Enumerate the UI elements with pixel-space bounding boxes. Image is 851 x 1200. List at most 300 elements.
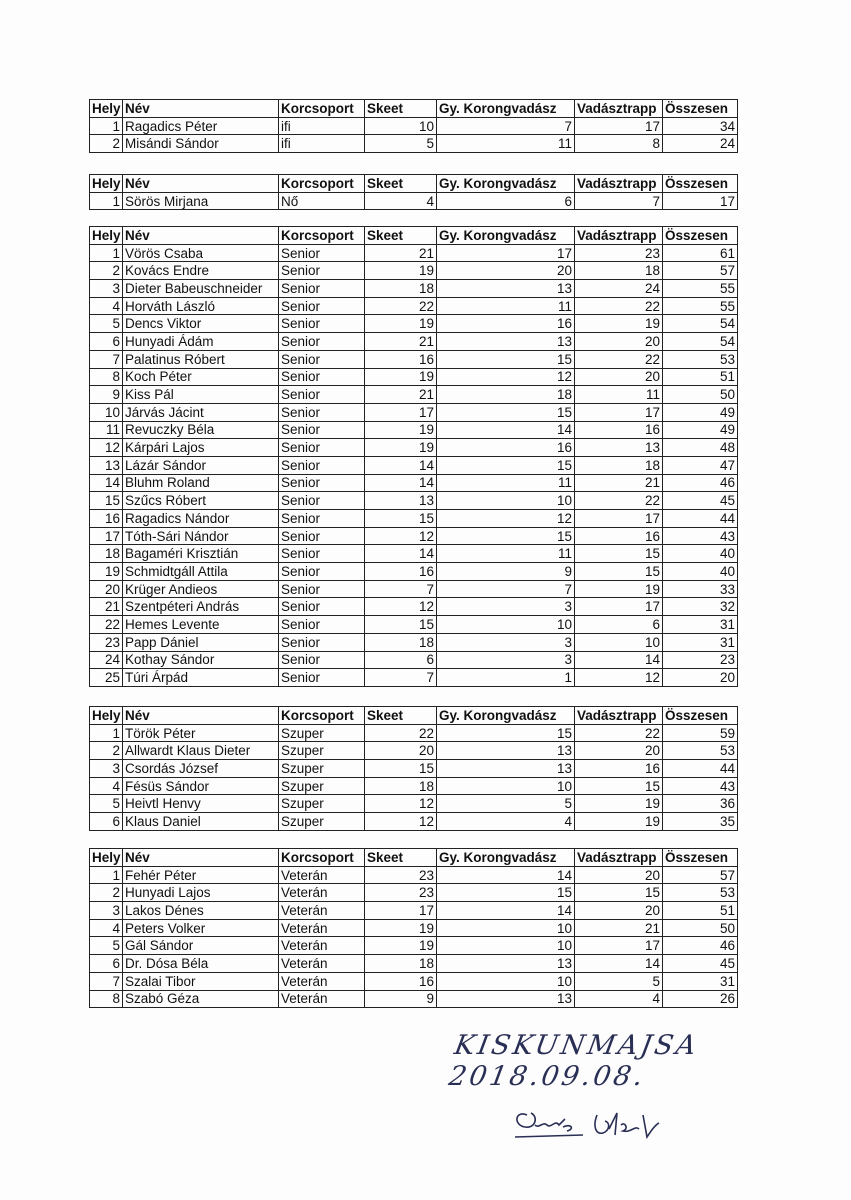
cell-korcsoport: Senior <box>279 669 365 687</box>
table-row <box>90 368 738 386</box>
cell-nev: Hunyadi Ádám <box>123 333 279 351</box>
cell-korcsoport: ifi <box>279 117 365 135</box>
cell-hely: 14 <box>90 474 123 492</box>
cell-nev: Bluhm Roland <box>123 474 279 492</box>
cell-nev: Lakos Dénes <box>123 902 279 920</box>
cell-nev: Dr. Dósa Béla <box>123 955 279 973</box>
table-row <box>90 760 738 778</box>
cell-skeet: 12 <box>365 795 437 813</box>
header-vadasztrapp: Vadásztrapp <box>575 849 663 867</box>
table-row <box>90 439 738 457</box>
cell-vadasztrapp: 22 <box>575 724 663 742</box>
header-nev: Név <box>123 100 279 118</box>
cell-hely: 16 <box>90 510 123 528</box>
cell-nev: Csordás József <box>123 760 279 778</box>
cell-korcsoport: Senior <box>279 368 365 386</box>
cell-nev: Schmidtgáll Attila <box>123 563 279 581</box>
cell-hely: 4 <box>90 297 123 315</box>
cell-vadasztrapp: 17 <box>575 117 663 135</box>
table-row <box>90 333 738 351</box>
cell-gy-korongvadasz: 15 <box>437 527 575 545</box>
header-osszesen: Összesen <box>663 175 738 193</box>
cell-vadasztrapp: 16 <box>575 421 663 439</box>
cell-korcsoport: Szuper <box>279 777 365 795</box>
cell-korcsoport: Senior <box>279 527 365 545</box>
cell-vadasztrapp: 18 <box>575 262 663 280</box>
table-row <box>90 421 738 439</box>
cell-osszesen: 53 <box>663 350 738 368</box>
cell-korcsoport: Senior <box>279 244 365 262</box>
results-table-veteran-block <box>89 848 738 1008</box>
table-row <box>90 813 738 831</box>
cell-nev: Fehér Péter <box>123 866 279 884</box>
cell-skeet: 20 <box>365 742 437 760</box>
cell-hely: 15 <box>90 492 123 510</box>
cell-korcsoport: Veterán <box>279 919 365 937</box>
cell-hely: 6 <box>90 955 123 973</box>
cell-korcsoport: Senior <box>279 350 365 368</box>
cell-osszesen: 54 <box>663 315 738 333</box>
cell-skeet: 12 <box>365 598 437 616</box>
table-row <box>90 527 738 545</box>
cell-hely: 1 <box>90 866 123 884</box>
table-row <box>90 510 738 528</box>
cell-skeet: 10 <box>365 117 437 135</box>
table-row <box>90 724 738 742</box>
cell-korcsoport: Senior <box>279 563 365 581</box>
header-korcsoport: Korcsoport <box>279 707 365 725</box>
cell-vadasztrapp: 15 <box>575 884 663 902</box>
table-row <box>90 135 738 153</box>
cell-nev: Palatinus Róbert <box>123 350 279 368</box>
header-skeet: Skeet <box>365 100 437 118</box>
cell-hely: 8 <box>90 368 123 386</box>
cell-gy-korongvadasz: 12 <box>437 510 575 528</box>
cell-osszesen: 45 <box>663 955 738 973</box>
cell-hely: 11 <box>90 421 123 439</box>
cell-gy-korongvadasz: 15 <box>437 884 575 902</box>
cell-hely: 18 <box>90 545 123 563</box>
cell-skeet: 22 <box>365 724 437 742</box>
cell-korcsoport: Veterán <box>279 972 365 990</box>
cell-gy-korongvadasz: 16 <box>437 439 575 457</box>
cell-gy-korongvadasz: 7 <box>437 117 575 135</box>
cell-korcsoport: Szuper <box>279 742 365 760</box>
header-skeet: Skeet <box>365 227 437 245</box>
cell-korcsoport: Senior <box>279 545 365 563</box>
cell-osszesen: 35 <box>663 813 738 831</box>
cell-gy-korongvadasz: 9 <box>437 563 575 581</box>
cell-skeet: 21 <box>365 244 437 262</box>
cell-osszesen: 55 <box>663 297 738 315</box>
table-row <box>90 884 738 902</box>
cell-nev: Szűcs Róbert <box>123 492 279 510</box>
cell-osszesen: 20 <box>663 669 738 687</box>
cell-gy-korongvadasz: 17 <box>437 244 575 262</box>
cell-gy-korongvadasz: 13 <box>437 955 575 973</box>
cell-osszesen: 48 <box>663 439 738 457</box>
cell-nev: Krüger Andieos <box>123 580 279 598</box>
cell-hely: 1 <box>90 117 123 135</box>
cell-skeet: 19 <box>365 439 437 457</box>
cell-vadasztrapp: 14 <box>575 955 663 973</box>
table-row <box>90 117 738 135</box>
cell-hely: 3 <box>90 902 123 920</box>
cell-skeet: 13 <box>365 492 437 510</box>
cell-korcsoport: Senior <box>279 474 365 492</box>
cell-osszesen: 57 <box>663 866 738 884</box>
cell-skeet: 15 <box>365 760 437 778</box>
cell-korcsoport: Senior <box>279 297 365 315</box>
cell-vadasztrapp: 24 <box>575 280 663 298</box>
cell-osszesen: 43 <box>663 527 738 545</box>
cell-gy-korongvadasz: 15 <box>437 724 575 742</box>
results-table-veteran <box>89 848 738 1008</box>
cell-skeet: 21 <box>365 386 437 404</box>
cell-gy-korongvadasz: 11 <box>437 545 575 563</box>
cell-skeet: 4 <box>365 192 437 210</box>
cell-vadasztrapp: 20 <box>575 333 663 351</box>
cell-skeet: 23 <box>365 884 437 902</box>
cell-korcsoport: Senior <box>279 439 365 457</box>
cell-hely: 9 <box>90 386 123 404</box>
cell-vadasztrapp: 20 <box>575 902 663 920</box>
cell-korcsoport: Senior <box>279 616 365 634</box>
cell-nev: Lázár Sándor <box>123 456 279 474</box>
table-row <box>90 742 738 760</box>
results-table-ifi <box>89 99 738 153</box>
cell-skeet: 17 <box>365 403 437 421</box>
header-vadasztrapp: Vadásztrapp <box>575 100 663 118</box>
cell-osszesen: 32 <box>663 598 738 616</box>
table-row <box>90 192 738 210</box>
cell-nev: Allwardt Klaus Dieter <box>123 742 279 760</box>
cell-nev: Kiss Pál <box>123 386 279 404</box>
cell-osszesen: 49 <box>663 421 738 439</box>
cell-osszesen: 53 <box>663 742 738 760</box>
cell-gy-korongvadasz: 10 <box>437 972 575 990</box>
place-date-handwritten: KISKUNMAJSA 2018.09.08. <box>446 1030 702 1092</box>
cell-korcsoport: Veterán <box>279 990 365 1008</box>
cell-nev: Klaus Daniel <box>123 813 279 831</box>
cell-nev: Túri Árpád <box>123 669 279 687</box>
table-row <box>90 492 738 510</box>
cell-gy-korongvadasz: 3 <box>437 633 575 651</box>
cell-gy-korongvadasz: 14 <box>437 902 575 920</box>
cell-gy-korongvadasz: 11 <box>437 474 575 492</box>
cell-nev: Tóth-Sári Nándor <box>123 527 279 545</box>
table-row <box>90 866 738 884</box>
cell-skeet: 16 <box>365 350 437 368</box>
cell-skeet: 14 <box>365 456 437 474</box>
cell-hely: 1 <box>90 192 123 210</box>
cell-skeet: 7 <box>365 669 437 687</box>
header-gy-korongvadasz: Gy. Korongvadász <box>437 227 575 245</box>
table-row <box>90 669 738 687</box>
cell-korcsoport: Senior <box>279 333 365 351</box>
table-row <box>90 902 738 920</box>
results-table-no <box>89 174 738 210</box>
cell-gy-korongvadasz: 20 <box>437 262 575 280</box>
cell-hely: 19 <box>90 563 123 581</box>
cell-osszesen: 49 <box>663 403 738 421</box>
header-skeet: Skeet <box>365 175 437 193</box>
cell-osszesen: 51 <box>663 902 738 920</box>
header-nev: Név <box>123 227 279 245</box>
cell-nev: Hunyadi Lajos <box>123 884 279 902</box>
cell-vadasztrapp: 12 <box>575 669 663 687</box>
cell-skeet: 18 <box>365 955 437 973</box>
cell-osszesen: 46 <box>663 474 738 492</box>
header-osszesen: Összesen <box>663 100 738 118</box>
cell-nev: Fésüs Sándor <box>123 777 279 795</box>
signature-image <box>505 1095 685 1155</box>
cell-nev: Ragadics Péter <box>123 117 279 135</box>
cell-korcsoport: Senior <box>279 315 365 333</box>
cell-nev: Hemes Levente <box>123 616 279 634</box>
cell-vadasztrapp: 16 <box>575 527 663 545</box>
header-skeet: Skeet <box>365 849 437 867</box>
results-table-senior <box>89 226 738 687</box>
cell-gy-korongvadasz: 11 <box>437 135 575 153</box>
table-header-row <box>90 175 738 193</box>
cell-osszesen: 31 <box>663 616 738 634</box>
header-korcsoport: Korcsoport <box>279 849 365 867</box>
cell-nev: Szentpéteri András <box>123 598 279 616</box>
cell-korcsoport: Senior <box>279 651 365 669</box>
cell-gy-korongvadasz: 13 <box>437 280 575 298</box>
cell-osszesen: 40 <box>663 563 738 581</box>
table-row <box>90 563 738 581</box>
header-gy-korongvadasz: Gy. Korongvadász <box>437 707 575 725</box>
cell-osszesen: 43 <box>663 777 738 795</box>
table-row <box>90 580 738 598</box>
table-row <box>90 386 738 404</box>
cell-osszesen: 44 <box>663 510 738 528</box>
cell-vadasztrapp: 21 <box>575 474 663 492</box>
cell-korcsoport: Senior <box>279 492 365 510</box>
cell-osszesen: 23 <box>663 651 738 669</box>
cell-korcsoport: Veterán <box>279 884 365 902</box>
header-korcsoport: Korcsoport <box>279 175 365 193</box>
header-gy-korongvadasz: Gy. Korongvadász <box>437 175 575 193</box>
cell-nev: Kárpári Lajos <box>123 439 279 457</box>
cell-skeet: 19 <box>365 262 437 280</box>
header-hely: Hely <box>90 175 123 193</box>
cell-korcsoport: Senior <box>279 386 365 404</box>
cell-skeet: 5 <box>365 135 437 153</box>
cell-hely: 6 <box>90 333 123 351</box>
header-vadasztrapp: Vadásztrapp <box>575 707 663 725</box>
cell-skeet: 22 <box>365 297 437 315</box>
cell-hely: 2 <box>90 884 123 902</box>
cell-korcsoport: Senior <box>279 580 365 598</box>
cell-gy-korongvadasz: 15 <box>437 350 575 368</box>
cell-hely: 23 <box>90 633 123 651</box>
cell-gy-korongvadasz: 12 <box>437 368 575 386</box>
cell-osszesen: 34 <box>663 117 738 135</box>
results-table-szuper-block <box>89 706 738 831</box>
cell-hely: 20 <box>90 580 123 598</box>
cell-vadasztrapp: 23 <box>575 244 663 262</box>
cell-korcsoport: Veterán <box>279 866 365 884</box>
cell-gy-korongvadasz: 4 <box>437 813 575 831</box>
cell-nev: Papp Dániel <box>123 633 279 651</box>
cell-korcsoport: Veterán <box>279 937 365 955</box>
cell-skeet: 18 <box>365 280 437 298</box>
cell-hely: 3 <box>90 760 123 778</box>
cell-nev: Revuczky Béla <box>123 421 279 439</box>
cell-osszesen: 50 <box>663 386 738 404</box>
cell-gy-korongvadasz: 3 <box>437 651 575 669</box>
header-korcsoport: Korcsoport <box>279 100 365 118</box>
cell-hely: 25 <box>90 669 123 687</box>
cell-hely: 4 <box>90 919 123 937</box>
cell-skeet: 17 <box>365 902 437 920</box>
cell-hely: 7 <box>90 350 123 368</box>
header-hely: Hely <box>90 100 123 118</box>
table-row <box>90 955 738 973</box>
table-row <box>90 244 738 262</box>
cell-nev: Sörös Mirjana <box>123 192 279 210</box>
cell-vadasztrapp: 6 <box>575 616 663 634</box>
cell-skeet: 21 <box>365 333 437 351</box>
header-gy-korongvadasz: Gy. Korongvadász <box>437 849 575 867</box>
header-hely: Hely <box>90 707 123 725</box>
cell-nev: Heivtl Henvy <box>123 795 279 813</box>
cell-osszesen: 33 <box>663 580 738 598</box>
cell-vadasztrapp: 14 <box>575 651 663 669</box>
table-row <box>90 545 738 563</box>
cell-skeet: 12 <box>365 813 437 831</box>
cell-nev: Misándi Sándor <box>123 135 279 153</box>
cell-vadasztrapp: 4 <box>575 990 663 1008</box>
cell-nev: Szalai Tibor <box>123 972 279 990</box>
cell-skeet: 19 <box>365 937 437 955</box>
header-osszesen: Összesen <box>663 227 738 245</box>
cell-hely: 2 <box>90 742 123 760</box>
results-table-ifi-block <box>89 99 738 153</box>
header-nev: Név <box>123 707 279 725</box>
header-skeet: Skeet <box>365 707 437 725</box>
cell-osszesen: 31 <box>663 972 738 990</box>
cell-hely: 21 <box>90 598 123 616</box>
cell-osszesen: 17 <box>663 192 738 210</box>
cell-nev: Gál Sándor <box>123 937 279 955</box>
cell-osszesen: 44 <box>663 760 738 778</box>
header-vadasztrapp: Vadásztrapp <box>575 227 663 245</box>
cell-gy-korongvadasz: 16 <box>437 315 575 333</box>
cell-hely: 3 <box>90 280 123 298</box>
cell-korcsoport: Veterán <box>279 955 365 973</box>
header-korcsoport: Korcsoport <box>279 227 365 245</box>
cell-nev: Kovács Endre <box>123 262 279 280</box>
cell-skeet: 6 <box>365 651 437 669</box>
cell-skeet: 18 <box>365 633 437 651</box>
cell-osszesen: 45 <box>663 492 738 510</box>
cell-osszesen: 47 <box>663 456 738 474</box>
cell-hely: 1 <box>90 244 123 262</box>
table-row <box>90 651 738 669</box>
cell-hely: 13 <box>90 456 123 474</box>
cell-osszesen: 26 <box>663 990 738 1008</box>
cell-osszesen: 40 <box>663 545 738 563</box>
table-header-row <box>90 227 738 245</box>
cell-osszesen: 57 <box>663 262 738 280</box>
cell-nev: Kothay Sándor <box>123 651 279 669</box>
cell-vadasztrapp: 15 <box>575 777 663 795</box>
cell-skeet: 16 <box>365 972 437 990</box>
table-row <box>90 315 738 333</box>
header-osszesen: Összesen <box>663 707 738 725</box>
cell-vadasztrapp: 19 <box>575 795 663 813</box>
table-row <box>90 777 738 795</box>
cell-nev: Vörös Csaba <box>123 244 279 262</box>
cell-gy-korongvadasz: 14 <box>437 866 575 884</box>
table-row <box>90 598 738 616</box>
cell-skeet: 19 <box>365 315 437 333</box>
cell-hely: 2 <box>90 135 123 153</box>
cell-osszesen: 61 <box>663 244 738 262</box>
cell-korcsoport: Senior <box>279 510 365 528</box>
table-header-row <box>90 100 738 118</box>
table-row <box>90 919 738 937</box>
cell-nev: Koch Péter <box>123 368 279 386</box>
cell-osszesen: 53 <box>663 884 738 902</box>
cell-nev: Török Péter <box>123 724 279 742</box>
cell-skeet: 14 <box>365 474 437 492</box>
cell-vadasztrapp: 17 <box>575 403 663 421</box>
table-row <box>90 456 738 474</box>
cell-hely: 24 <box>90 651 123 669</box>
cell-vadasztrapp: 15 <box>575 545 663 563</box>
cell-vadasztrapp: 20 <box>575 742 663 760</box>
cell-gy-korongvadasz: 13 <box>437 990 575 1008</box>
cell-vadasztrapp: 8 <box>575 135 663 153</box>
cell-nev: Peters Volker <box>123 919 279 937</box>
cell-gy-korongvadasz: 13 <box>437 760 575 778</box>
header-osszesen: Összesen <box>663 849 738 867</box>
cell-skeet: 19 <box>365 919 437 937</box>
table-row <box>90 616 738 634</box>
cell-vadasztrapp: 7 <box>575 192 663 210</box>
cell-korcsoport: Senior <box>279 456 365 474</box>
cell-gy-korongvadasz: 10 <box>437 492 575 510</box>
cell-nev: Dieter Babeuschneider <box>123 280 279 298</box>
table-row <box>90 795 738 813</box>
cell-osszesen: 59 <box>663 724 738 742</box>
cell-gy-korongvadasz: 10 <box>437 937 575 955</box>
cell-gy-korongvadasz: 14 <box>437 421 575 439</box>
header-vadasztrapp: Vadásztrapp <box>575 175 663 193</box>
cell-korcsoport: Szuper <box>279 760 365 778</box>
cell-vadasztrapp: 19 <box>575 580 663 598</box>
cell-korcsoport: Senior <box>279 262 365 280</box>
cell-vadasztrapp: 13 <box>575 439 663 457</box>
cell-gy-korongvadasz: 10 <box>437 919 575 937</box>
cell-korcsoport: Szuper <box>279 724 365 742</box>
cell-vadasztrapp: 18 <box>575 456 663 474</box>
cell-korcsoport: Senior <box>279 421 365 439</box>
cell-osszesen: 46 <box>663 937 738 955</box>
cell-gy-korongvadasz: 6 <box>437 192 575 210</box>
cell-gy-korongvadasz: 15 <box>437 403 575 421</box>
header-nev: Név <box>123 849 279 867</box>
cell-vadasztrapp: 16 <box>575 760 663 778</box>
cell-skeet: 16 <box>365 563 437 581</box>
cell-korcsoport: Veterán <box>279 902 365 920</box>
cell-hely: 6 <box>90 813 123 831</box>
